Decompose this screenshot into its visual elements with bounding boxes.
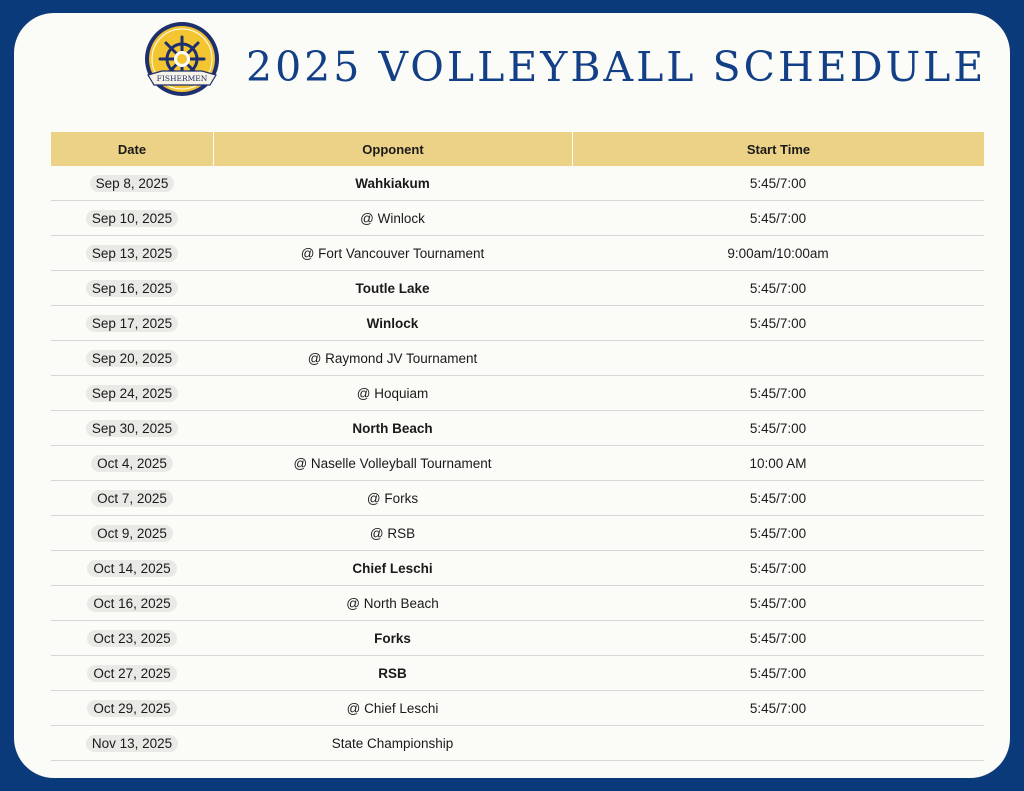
start-time-cell: 5:45/7:00 <box>749 665 807 681</box>
table-row <box>51 516 984 551</box>
schedule-card <box>14 13 1010 778</box>
table-header <box>51 132 984 166</box>
opponent-cell: @ Raymond JV Tournament <box>307 350 478 366</box>
date-cell <box>51 411 213 445</box>
date-cell <box>51 691 213 725</box>
date-cell <box>51 236 213 270</box>
start-time-cell: 5:45/7:00 <box>749 630 807 646</box>
table-row <box>51 446 984 481</box>
date-chip: Oct 23, 2025 <box>87 630 176 647</box>
date-cell <box>51 271 213 305</box>
table-row <box>51 411 984 446</box>
start-time-cell: 5:45/7:00 <box>749 490 807 506</box>
date-chip: Oct 7, 2025 <box>91 490 173 507</box>
start-time-cell: 10:00 AM <box>749 455 807 471</box>
opponent-cell: Forks <box>374 630 411 646</box>
table-row <box>51 656 984 691</box>
start-time-cell <box>572 726 984 760</box>
table-row <box>51 306 984 341</box>
opponent-cell: North Beach <box>352 420 433 436</box>
start-time-cell: 5:45/7:00 <box>749 315 807 331</box>
date-cell <box>51 376 213 410</box>
opponent-cell: @ Hoquiam <box>356 385 429 401</box>
date-cell <box>51 166 213 200</box>
date-chip: Sep 17, 2025 <box>86 315 178 332</box>
start-time-cell <box>572 341 984 375</box>
date-chip: Sep 16, 2025 <box>86 280 178 297</box>
opponent-cell: @ RSB <box>369 525 416 541</box>
date-cell <box>51 306 213 340</box>
date-chip: Oct 9, 2025 <box>91 525 173 542</box>
table-row <box>51 691 984 726</box>
opponent-cell: @ Chief Leschi <box>346 700 439 716</box>
column-header-opponent: Opponent <box>213 132 572 166</box>
start-time-cell: 5:45/7:00 <box>749 595 807 611</box>
opponent-cell: Winlock <box>366 315 419 331</box>
table-row <box>51 236 984 271</box>
table-row <box>51 726 984 761</box>
date-chip: Sep 24, 2025 <box>86 385 178 402</box>
date-cell <box>51 201 213 235</box>
date-chip: Sep 10, 2025 <box>86 210 178 227</box>
table-row <box>51 551 984 586</box>
table-row <box>51 341 984 376</box>
opponent-cell: @ Winlock <box>360 210 425 226</box>
date-cell <box>51 341 213 375</box>
date-chip: Sep 20, 2025 <box>86 350 178 367</box>
start-time-cell: 5:45/7:00 <box>749 210 807 226</box>
opponent-cell: Chief Leschi <box>352 560 433 576</box>
opponent-cell: RSB <box>378 665 407 681</box>
column-header-date: Date <box>117 141 147 157</box>
start-time-cell: 5:45/7:00 <box>749 700 807 716</box>
opponent-cell: @ North Beach <box>346 595 439 611</box>
start-time-cell: 9:00am/10:00am <box>727 245 829 261</box>
start-time-cell: 5:45/7:00 <box>749 385 807 401</box>
date-cell <box>51 726 213 760</box>
fishermen-logo <box>142 19 222 103</box>
date-cell <box>51 656 213 690</box>
table-row <box>51 481 984 516</box>
opponent-cell: Wahkiakum <box>355 175 430 191</box>
table-row <box>51 621 984 656</box>
table-row <box>51 166 984 201</box>
table-row <box>51 586 984 621</box>
start-time-cell: 5:45/7:00 <box>749 525 807 541</box>
opponent-cell: Toutle Lake <box>355 280 430 296</box>
schedule-table <box>51 132 984 761</box>
date-chip: Sep 30, 2025 <box>86 420 178 437</box>
opponent-cell: @ Forks <box>366 490 419 506</box>
table-row <box>51 201 984 236</box>
start-time-cell: 5:45/7:00 <box>749 175 807 191</box>
logo-text: FISHERMEN <box>156 74 208 83</box>
start-time-cell: 5:45/7:00 <box>749 280 807 296</box>
date-chip: Oct 29, 2025 <box>87 700 176 717</box>
page-title: 2025 VOLLEYBALL SCHEDULE <box>246 43 987 91</box>
date-chip: Sep 8, 2025 <box>90 175 175 192</box>
date-cell <box>51 481 213 515</box>
date-chip: Oct 14, 2025 <box>87 560 176 577</box>
date-chip: Nov 13, 2025 <box>86 735 178 752</box>
date-cell <box>51 586 213 620</box>
table-row <box>51 376 984 411</box>
start-time-cell: 5:45/7:00 <box>749 560 807 576</box>
date-cell <box>51 621 213 655</box>
start-time-cell: 5:45/7:00 <box>749 420 807 436</box>
opponent-cell: @ Naselle Volleyball Tournament <box>293 455 492 471</box>
opponent-cell: State Championship <box>331 735 454 751</box>
opponent-cell: @ Fort Vancouver Tournament <box>300 245 485 261</box>
column-header-start-time: Start Time <box>572 132 984 166</box>
date-cell <box>51 446 213 480</box>
table-row <box>51 271 984 306</box>
date-cell <box>51 516 213 550</box>
date-chip: Oct 16, 2025 <box>87 595 176 612</box>
date-chip: Oct 4, 2025 <box>91 455 173 472</box>
date-cell <box>51 551 213 585</box>
table-body <box>51 166 984 761</box>
date-chip: Sep 13, 2025 <box>86 245 178 262</box>
date-chip: Oct 27, 2025 <box>87 665 176 682</box>
